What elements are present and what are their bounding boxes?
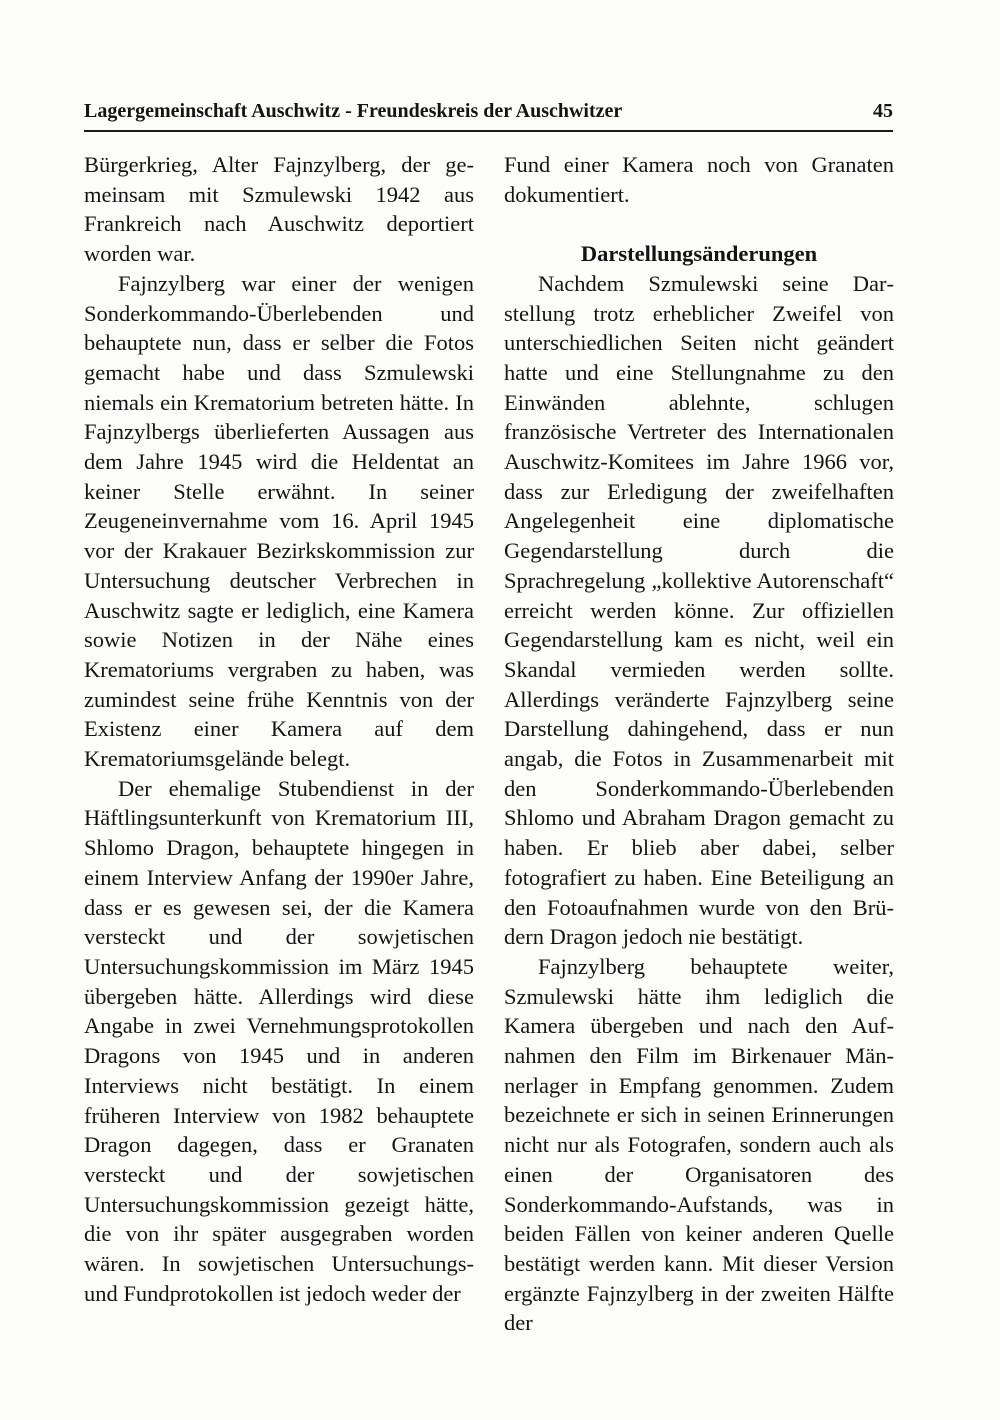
page-number: 45 bbox=[873, 100, 893, 122]
paragraph: Bürgerkrieg, Alter Fajnzylberg, der gemeinsam mit Szmulewski 1942 aus Frankreich nach Auschwitz deportiert worden war. bbox=[84, 152, 474, 267]
right-column bbox=[504, 150, 894, 1338]
paragraph: Fajnzylberg war einer der wenigen Sonderkommando-Überlebenden und behauptete nun, dass er selber die Fotos gemacht habe und dass Szmulewski niemals ein Krematorium betreten hätte. In Fajnzylbergs überlieferten Aussagen aus dem Jahre 1945 wird die Heldentat an keiner Stelle erwähnt. In seiner Zeugeneinvernahme vom 16. April 1945 vor der Krakauer Bezirkskommission zur Untersuchung deutscher Verbrechen in Auschwitz sagte er lediglich, eine Kamera sowie Notizen in der Nähe eines Krematoriums vergraben zu haben, was zumindest seine frühe Kenntnis von der Existenz einer Kamera auf dem Krematoriumsgelände belegt. bbox=[84, 270, 474, 772]
left-column bbox=[84, 150, 474, 1308]
section-heading: Darstellungsänderungen bbox=[580, 241, 818, 267]
running-header bbox=[84, 98, 893, 132]
paragraph: Fund einer Kamera noch von Granaten dokumentiert. bbox=[504, 152, 894, 207]
paragraph: Der ehemalige Stubendienst in der Häftlingsunterkunft von Krematorium III, Shlomo Dragon, behauptete hingegen in einem Interview Anfang der 1990er Jahre, dass er es gewesen sei, der die Kamera versteckt und der sowjetischen Untersuchungskommission im März 1945 übergeben hätte. Allerdings wird diese Angabe in zwei Vernehmungsprotokollen Dragons von 1945 und in anderen Interviews nicht bestätigt. In einem früheren Interview von 1982 behauptete Dragon dagegen, dass er Granaten versteckt und der sowjetischen Untersuchungskommission gezeigt hätte, die von ihr später ausgegraben worden wären. In sowjetischen Untersuchungs- und Fundprotokollen ist jedoch weder der bbox=[84, 775, 474, 1306]
paragraph: Fajnzylberg behauptete weiter, Szmulewski hätte ihm lediglich die Kamera übergeben und nach den Aufnahmen den Film im Birkenauer Männerlager in Empfang genommen. Zudem bezeichnete er sich in seinen Erinnerungen nicht nur als Fotografen, sondern auch als einen der Organisatoren des Sonderkommando-Aufstands, was in beiden Fällen von keiner anderen Quelle bestätigt werden kann. Mit dieser Version ergänzte Fajnzylberg in der zweiten Hälfte der bbox=[504, 953, 894, 1336]
spacer bbox=[504, 209, 894, 239]
header-title: Lagergemeinschaft Auschwitz - Freundeskreis der Auschwitzer bbox=[84, 100, 623, 122]
paragraph: Nachdem Szmulewski seine Darstellung trotz erheblicher Zweifel von unterschiedlichen Seiten nicht geändert hatte und eine Stellungnahme zu den Einwänden ablehnte, schlugen französische Vertreter des Internationalen Auschwitz-Komitees im Jahre 1966 vor, dass zur Erledigung der zweifelhaften Angelegenheit eine diplomatische Gegendarstellung durch die Sprachregelung „kollektive Autorenschaft“ erreicht werden könne. Zur offiziellen Gegendarstellung kam es nicht, weil ein Skandal vermieden werden sollte. Allerdings veränderte Fajnzylberg seine Darstellung dahingehend, dass er nun angab, die Fotos in Zusammenarbeit mit den Sonderkommando-Überlebenden Shlomo und Abraham Dragon gemacht zu haben. Er blieb aber dabei, selber fotografiert zu haben. Eine Beteiligung an den Fotoaufnahmen wurde von den Brüdern Dragon jedoch nie bestätigt. bbox=[504, 270, 894, 950]
